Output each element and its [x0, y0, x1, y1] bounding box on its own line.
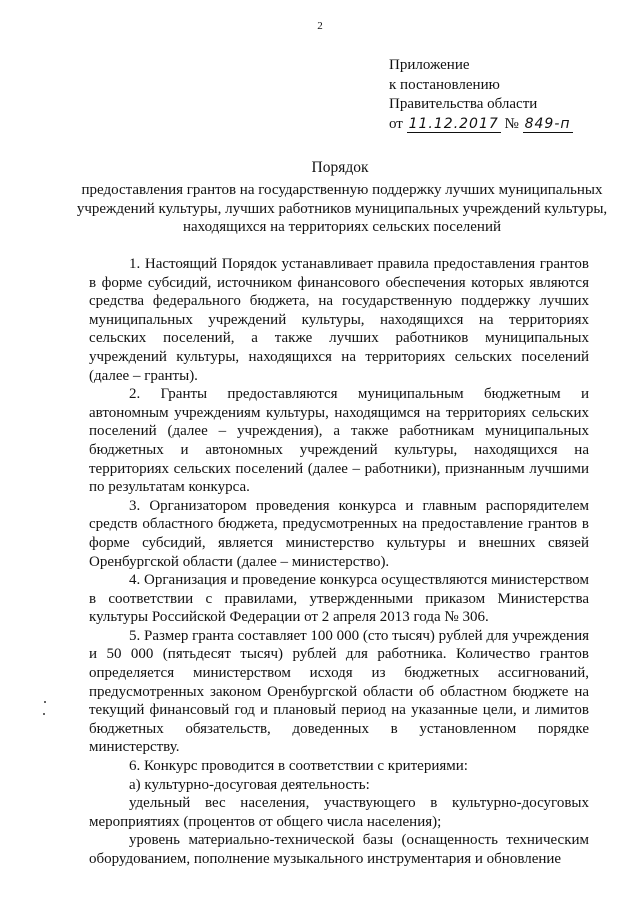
document-subtitle: предоставления грантов на государственную поддержку лучших муниципальных учреждений культуры, лучших работников муниципальных учреждений культуры, находящихся на территориях сельских поселений	[76, 182, 608, 235]
appendix-block	[389, 56, 573, 134]
paragraph-6: 6. Конкурс проводится в соответствии с критериями:	[129, 758, 468, 775]
paragraph-1: 1. Настоящий Порядок устанавливает правила предоставления грантов в форме субсидий, источником финансового обеспечения которых являются средства федерального бюджета, на государственную поддержку лучших муниципальных учреждений культуры, находящихся на территориях сельских поселений, а также лучших работников муниципальных учреждений культуры, находящихся на территориях сельских поселений (далее – гранты).	[89, 256, 589, 384]
paragraph-6a-item-2: уровень материально-технической базы (оснащенность техническим оборудованием, пополнение музыкального инструментария и обновление	[89, 832, 589, 867]
page-number: 2	[317, 20, 323, 32]
handwritten-date: 11.12.2017	[408, 115, 499, 132]
paragraph-2: 2. Гранты предоставляются муниципальным бюджетным и автономным учреждениям культуры, находящимся на территориях сельских поселений (далее – учреждения), а также работникам муниципальных бюджетных и автономных учреждений культуры, находящихся на территориях сельских поселений (далее – работники), признанным лучшими по результатам конкурса.	[89, 386, 589, 496]
appendix-line-1: Приложение	[389, 57, 470, 73]
paragraph-6a: а) культурно-досуговая деятельность:	[129, 776, 370, 793]
paragraph-5: 5. Размер гранта составляет 100 000 (сто тысяч) рублей для учреждения и 50 000 (пятьдесят тысяч) рублей для работника. Количество грантов определяется министерством исходя из бюджетных ассигнований, предусмотренных законом Оренбургской области об областном бюджете на текущий финансовый год и плановый период на указанные цели, и лимитов бюджетных обязательств, доведенных в установленном порядке министерству.	[89, 627, 590, 756]
paragraph-6a-item-1: удельный вес населения, участвующего в культурно-досуговых мероприятиях (процентов от общего числа населения);	[89, 795, 589, 830]
document-title: Порядок	[311, 159, 369, 176]
appendix-line-2: к постановлению	[389, 76, 500, 93]
scan-speck	[43, 713, 45, 715]
appendix-date-line	[389, 115, 573, 135]
document-body	[89, 255, 589, 869]
scan-speck	[44, 701, 46, 703]
appendix-line-3: Правительства области	[389, 96, 538, 112]
date-prefix: от	[389, 115, 403, 132]
handwritten-number: 849-п	[524, 115, 571, 132]
number-prefix: №	[504, 115, 519, 132]
paragraph-4: 4. Организация и проведение конкурса осуществляются министерством в соответствии с правилами, утвержденными приказом Министерства культуры Российской Федерации от 2 апреля 2013 года № 306.	[89, 572, 589, 626]
paragraph-3: 3. Организатором проведения конкурса и главным распорядителем средств областного бюджета, предусмотренных на предоставление грантов в форме субсидий, является министерство культуры и внешних связей Оренбургской области (далее – министерство).	[89, 497, 589, 570]
